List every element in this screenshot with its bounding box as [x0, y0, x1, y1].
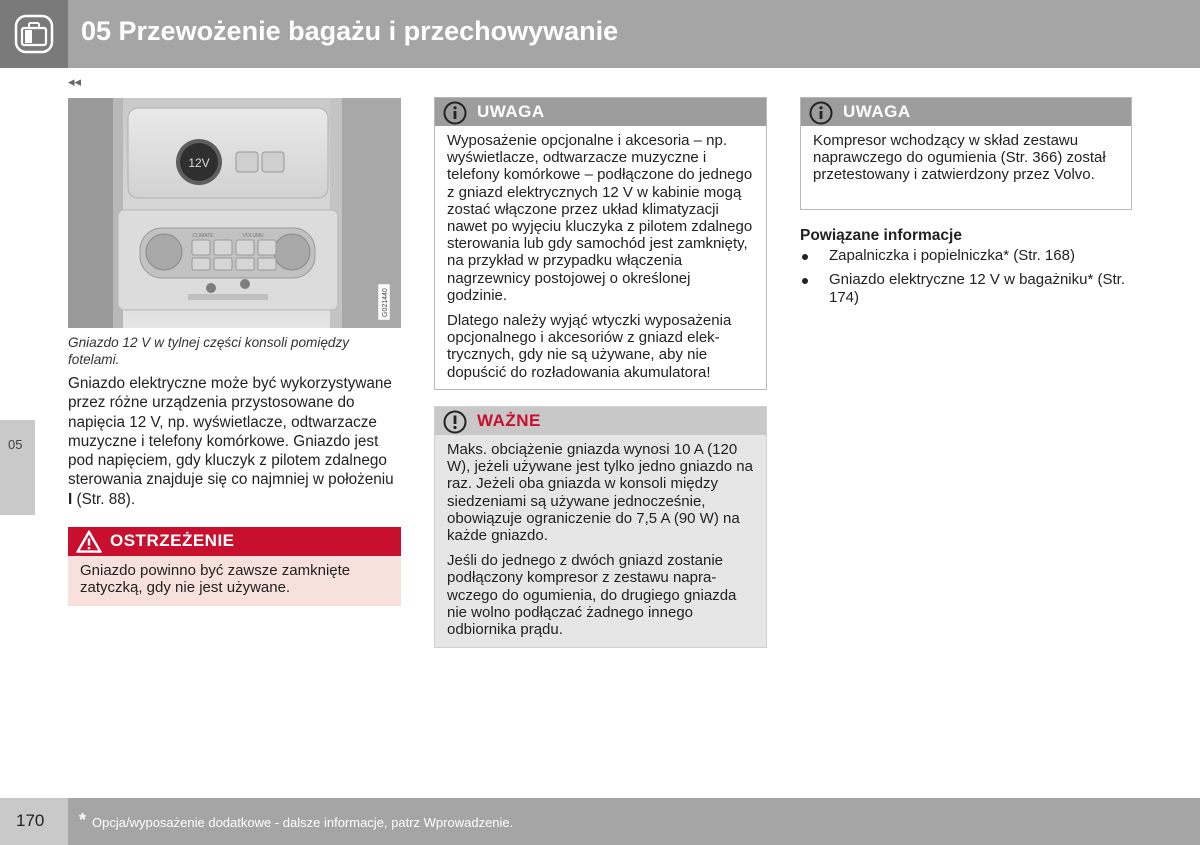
main-text-part1: Gniazdo elektryczne może być wykorzystywane przez różne urządzenia przystosowane do napięcia 12 V, np. wyświetlacze, odtwarzacze muzyczne i telefony komórkowe. Gniazdo jest pod napięciem, gdy kluczyk z pilotem zdalnego sterowania znajduje się co najmniej w położeniu: [68, 375, 394, 489]
note-paragraph-2: Dlatego należy wyjąć wtyczki wyposażenia opcjonalnego i akcesoriów z gniazd elektrycznych, gdy nie są używane, aby nie dopuścić do rozładowania akumulatora!: [447, 312, 732, 381]
warning-box-header: [68, 527, 401, 556]
note-box-compressor-body: [801, 126, 1131, 192]
related-info-list: [800, 247, 1130, 313]
main-text-part2: (Str. 88).: [72, 490, 136, 508]
related-link-cigarette-lighter[interactable]: Zapalniczka i popielniczka* (Str. 168): [800, 247, 1130, 266]
important-paragraph-2: Jeśli do jednego z dwóch gniazd zostanie podłączony kompresor z zestawu naprawczego do ogumienia, do drugiego gniazda nie wolno podłączać żadnego innego odbiornika prądu.: [447, 552, 737, 639]
page-footer: [0, 798, 1200, 845]
warning-text: Gniazdo powinno być zawsze zamknięte zatyczką, gdy nie jest używane.: [80, 562, 351, 597]
main-paragraph: [68, 374, 400, 509]
note-box-header: [435, 98, 766, 126]
panel-label-volume: VOLUME: [242, 233, 264, 239]
important-box-header: [435, 407, 766, 435]
chapter-icon-box: [0, 0, 68, 68]
footnote-star: *: [79, 810, 87, 830]
note-box-compressor-header: [801, 98, 1131, 126]
warning-triangle-icon: [76, 530, 102, 553]
note-box-compressor: [800, 97, 1132, 210]
panel-label-climate: CLIMATE: [192, 233, 214, 239]
page-number: 170: [16, 811, 45, 830]
chapter-number: 05: [8, 437, 23, 452]
note-box-body: [435, 126, 766, 389]
info-icon: [443, 101, 467, 125]
related-link-luggage-socket[interactable]: Gniazdo elektryczne 12 V w bagażniku* (Str. 174): [800, 271, 1130, 308]
important-paragraph-1: Maks. obciążenie gniazda wynosi 10 A (120 W), jeżeli używane jest tylko jedno gniazdo na raz. Jeżeli oba gniazda w konsoli między siedzeniami są używane jednocześnie, obowiązuje ograniczenie do 7,5 A (90 W) na każde gniazdo.: [447, 441, 753, 545]
info-icon: [809, 101, 833, 125]
figure-caption: Gniazdo 12 V w tylnej części konsoli pomiędzy fotelami.: [68, 335, 350, 367]
compressor-note-text: Kompresor wchodzący w skład zestawu naprawczego do ogumienia (Str. 366) został przetestowany i zatwierdzony przez Volvo.: [813, 132, 1106, 184]
footnote-text: Opcja/wyposażenie dodatkowe - dalsze informacje, patrz Wprowadzenie.: [92, 815, 514, 830]
exclamation-icon: [443, 410, 467, 434]
figure-code: G021440: [382, 288, 389, 317]
suitcase-icon: [14, 14, 54, 54]
back-navigation-icon[interactable]: ◂◂: [68, 74, 82, 89]
chapter-side-tab[interactable]: [0, 420, 35, 515]
warning-box-title: OSTRZEŻENIE: [110, 531, 235, 550]
socket-label: 12V: [188, 156, 210, 170]
related-info-heading: Powiązane informacje: [800, 227, 962, 244]
important-box-body: [435, 435, 766, 646]
page-number-box: [0, 798, 68, 845]
important-box-title: WAŻNE: [477, 411, 541, 430]
warning-box-body: [68, 556, 401, 604]
important-box: [434, 406, 767, 648]
page-header: [0, 0, 1200, 68]
console-photo: [68, 98, 401, 328]
key-position: I: [68, 490, 73, 508]
note-box: [434, 97, 767, 390]
warning-box: [68, 527, 401, 606]
page-title: 05 Przewożenie bagażu i przechowywanie: [81, 16, 619, 46]
note-box-title: UWAGA: [477, 102, 545, 121]
note-box-compressor-title: UWAGA: [843, 102, 911, 121]
note-paragraph-1: Wyposażenie opcjonalne i akcesoria – np. wyświetlacze, odtwarzacze muzyczne i telefony komórkowe – podłączone do jednego z gniazd elektrycznych 12 V w kabinie mogą zostać włączone przez układ klimatyzacji nawet po wyjęciu kluczyka z pilotem zdalnego sterowania lub gdy samochód jest zamknięty, na przykład w przypadku włączenia nagrzewnicy postojowej o określonej godzinie.: [447, 132, 753, 304]
